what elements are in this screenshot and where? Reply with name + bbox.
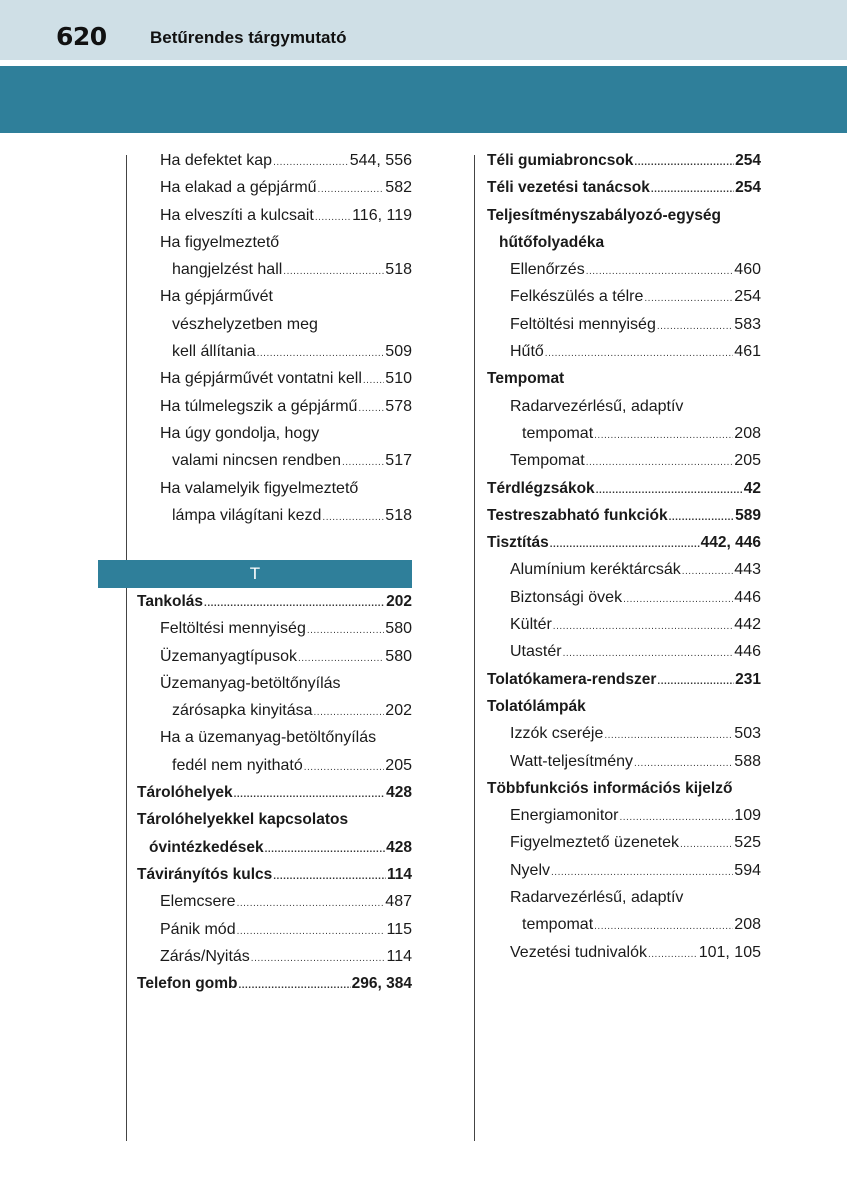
- index-entry-term: Tisztítás: [487, 534, 549, 552]
- index-entry: [137, 970, 412, 997]
- column-rule-left: [126, 155, 127, 1141]
- index-entry: [137, 670, 412, 697]
- index-entry-term: Elemcsere: [160, 893, 236, 911]
- index-entry-term: óvintézkedések: [149, 838, 264, 856]
- index-entry-term: valami nincsen rendben: [172, 452, 341, 470]
- index-entry-term: Alumínium keréktárcsák: [510, 561, 681, 579]
- index-entry-page: 525: [734, 834, 761, 852]
- dot-leader: [594, 422, 733, 449]
- index-entry-term: Energiamonitor: [510, 807, 619, 825]
- index-entry-term: Tolatólámpák: [487, 697, 586, 715]
- index-entry-term: Biztonsági övek: [510, 588, 623, 606]
- index-entry: [137, 943, 412, 970]
- index-entry: [487, 147, 761, 174]
- dot-leader: [273, 863, 386, 890]
- dot-leader: [651, 176, 734, 203]
- index-entry-page: 589: [735, 506, 761, 524]
- index-entry-page: 231: [735, 670, 761, 688]
- index-entry: [487, 884, 761, 911]
- index-entry-page: 205: [385, 756, 412, 774]
- index-entry-term: Hűtő: [510, 343, 544, 361]
- index-entry-page: 503: [734, 725, 761, 743]
- dot-leader: [315, 204, 351, 231]
- index-entry: [137, 752, 412, 779]
- index-entry-page: 254: [735, 152, 761, 169]
- index-entry: [137, 502, 412, 529]
- dot-leader: [545, 340, 734, 367]
- index-entry: [137, 643, 412, 670]
- index-entry-term: Tolatókamera-rendszer: [487, 670, 657, 688]
- index-entry: [137, 447, 412, 474]
- index-entry: [487, 693, 761, 720]
- dot-leader: [594, 913, 733, 940]
- index-entry-page: 116, 119: [352, 206, 412, 224]
- index-entry-term: fedél nem nyitható: [172, 756, 303, 774]
- index-entry: [487, 911, 761, 938]
- index-entry: [137, 338, 412, 365]
- dot-leader: [304, 754, 385, 781]
- dot-leader: [563, 640, 734, 667]
- index-entry-term: Tárolóhelyekkel kapcsolatos: [137, 811, 349, 829]
- index-entry-page: 114: [386, 865, 412, 883]
- dot-leader: [648, 941, 698, 968]
- index-entry: [137, 393, 412, 420]
- index-entry-page: 442: [734, 616, 761, 634]
- index-entry: [487, 311, 761, 338]
- index-entry: [137, 779, 412, 806]
- index-entry-term: Tempomat: [487, 370, 565, 388]
- index-entry: [137, 834, 412, 861]
- dot-leader: [586, 449, 734, 476]
- index-entry-term: Tempomat: [510, 452, 585, 470]
- index-entry-page: 582: [385, 179, 412, 197]
- dot-leader: [237, 890, 385, 917]
- index-entry-term: Többfunkciós információs kijelző: [487, 779, 733, 797]
- dot-leader: [553, 613, 734, 640]
- dot-leader: [657, 668, 734, 695]
- index-entry-term: Ha figyelmeztető: [160, 233, 280, 251]
- index-entry: [487, 584, 761, 611]
- index-entry: [487, 365, 761, 392]
- index-entry-term: Ha defektet kap: [160, 152, 273, 169]
- index-entry: [137, 916, 412, 943]
- index-entry-page: 510: [385, 370, 412, 388]
- index-entry: [487, 502, 761, 529]
- index-entry: [137, 147, 412, 174]
- index-entry-page: 202: [386, 593, 412, 610]
- dot-leader: [550, 531, 700, 558]
- index-entry-page: 114: [386, 947, 412, 965]
- index-entry: [487, 720, 761, 747]
- index-entry-term: Ha valamelyik figyelmeztető: [160, 479, 359, 497]
- index-entry: [137, 256, 412, 283]
- index-entry-page: 254: [734, 288, 761, 306]
- index-entry-page: 428: [386, 838, 412, 856]
- section-letter-bar: T: [98, 560, 412, 588]
- index-entry: [487, 857, 761, 884]
- index-entry-term: Távirányítós kulcs: [137, 865, 273, 883]
- index-entry-page: 202: [385, 702, 412, 720]
- index-entry-page: 580: [385, 620, 412, 638]
- index-entry-term: Térdlégzsákok: [487, 479, 595, 497]
- running-title: Betűrendes tárgymutató: [150, 28, 347, 47]
- index-entry-term: Teljesítményszabályozó-egység: [487, 206, 722, 224]
- index-entry-term: lámpa világítani kezd: [172, 506, 322, 524]
- dot-leader: [238, 972, 350, 999]
- index-entry: [137, 174, 412, 201]
- index-entry-term: Üzemanyagtípusok: [160, 647, 297, 665]
- dot-leader: [204, 590, 385, 617]
- index-entry-page: 544, 556: [349, 152, 412, 169]
- dot-leader: [620, 804, 734, 831]
- dot-leader: [634, 149, 734, 176]
- dot-leader: [265, 836, 386, 863]
- index-entry-page: 578: [385, 397, 412, 415]
- index-entry: [487, 393, 761, 420]
- index-entry: [487, 666, 761, 693]
- index-entry: [487, 283, 761, 310]
- index-entry: [487, 556, 761, 583]
- dot-leader: [623, 586, 733, 613]
- index-entry-term: Kültér: [510, 616, 552, 634]
- index-entry: [137, 724, 412, 751]
- index-entry-page: 42: [743, 479, 761, 497]
- index-entry: [137, 202, 412, 229]
- dot-leader: [551, 859, 733, 886]
- index-entry-term: Ha elakad a gépjármű: [160, 179, 317, 197]
- index-entry-term: Felkészülés a télre: [510, 288, 644, 306]
- index-entry: [487, 802, 761, 829]
- index-entry-page: 580: [385, 647, 412, 665]
- index-entry-term: vészhelyzetben meg: [172, 315, 318, 333]
- dot-leader: [644, 285, 733, 312]
- dot-leader: [604, 722, 733, 749]
- dot-leader: [363, 367, 384, 394]
- index-entry: [137, 365, 412, 392]
- index-entry-page: 101, 105: [698, 943, 761, 961]
- index-entry-term: tempomat: [522, 424, 594, 442]
- index-entry: [487, 420, 761, 447]
- index-entry-page: 109: [734, 807, 761, 825]
- index-entry-page: 208: [734, 916, 761, 934]
- index-entry-term: Ha gépjárművét: [160, 288, 273, 306]
- index-entry: [487, 174, 761, 201]
- column-rule-middle: [474, 155, 475, 1141]
- index-entry-term: Vezetési tudnivalók: [510, 943, 647, 961]
- index-entry: [137, 588, 412, 615]
- index-entry: [487, 256, 761, 283]
- index-entry-page: 115: [386, 920, 412, 938]
- index-entry-term: Ha túlmelegszik a gépjármű: [160, 397, 358, 415]
- index-entry-term: Téli gumiabroncsok: [487, 152, 634, 169]
- dot-leader: [298, 645, 384, 672]
- index-entry: [137, 283, 412, 310]
- index-entry-page: 583: [734, 315, 761, 333]
- dot-leader: [680, 831, 733, 858]
- index-entry-term: Testreszabható funkciók: [487, 506, 668, 524]
- index-entry: [137, 861, 412, 888]
- index-entry-term: Tankolás: [137, 593, 204, 610]
- index-entry-page: 443: [734, 561, 761, 579]
- index-entry-term: Üzemanyag-betöltőnyílás: [160, 674, 341, 692]
- dot-leader: [358, 395, 384, 422]
- index-entry-page: 594: [734, 861, 761, 879]
- index-entry-term: Utastér: [510, 643, 562, 661]
- index-entry-term: Figyelmeztető üzenetek: [510, 834, 679, 852]
- dot-leader: [283, 258, 384, 285]
- index-entry: [137, 806, 412, 833]
- index-entry-page: 446: [734, 643, 761, 661]
- index-entry-term: Watt-teljesítmény: [510, 752, 633, 770]
- index-entry-page: 296, 384: [351, 975, 412, 993]
- index-column-right: [487, 147, 761, 966]
- index-entry-page: 588: [734, 752, 761, 770]
- index-entry: [137, 229, 412, 256]
- header-strip: [0, 0, 847, 60]
- dot-leader: [634, 750, 733, 777]
- index-entry-page: 446: [734, 588, 761, 606]
- index-entry-term: hangjelzést hall: [172, 261, 283, 279]
- index-entry: [137, 888, 412, 915]
- index-column-left-top: [137, 147, 412, 529]
- index-entry: [487, 775, 761, 802]
- index-entry-page: 509: [385, 343, 412, 361]
- index-entry-page: 208: [734, 424, 761, 442]
- index-entry-term: Ha gépjárművét vontatni kell: [160, 370, 362, 388]
- index-entry-term: Telefon gomb: [137, 975, 238, 993]
- index-entry: [487, 829, 761, 856]
- index-entry-term: Radarvezérlésű, adaptív: [510, 397, 684, 415]
- header-band: [0, 66, 847, 133]
- dot-leader: [342, 449, 384, 476]
- index-entry-term: Radarvezérlésű, adaptív: [510, 889, 684, 907]
- index-entry: [137, 420, 412, 447]
- index-column-left-bottom: [137, 588, 412, 997]
- index-entry: [137, 697, 412, 724]
- index-entry-term: Ha elveszíti a kulcsait: [160, 206, 314, 224]
- index-entry-term: zárósapka kinyitása: [172, 702, 313, 720]
- dot-leader: [318, 176, 385, 203]
- index-entry-page: 442, 446: [700, 534, 761, 552]
- dot-leader: [682, 558, 734, 585]
- index-entry-term: Nyelv: [510, 861, 551, 879]
- index-entry-term: kell állítania: [172, 343, 256, 361]
- index-entry-page: 518: [385, 506, 412, 524]
- index-entry: [487, 447, 761, 474]
- index-entry: [137, 615, 412, 642]
- index-entry-term: hűtőfolyadéka: [499, 233, 605, 251]
- index-entry: [487, 475, 761, 502]
- index-entry: [137, 311, 412, 338]
- index-entry: [487, 529, 761, 556]
- index-entry-page: 517: [385, 452, 412, 470]
- index-entry-term: Téli vezetési tanácsok: [487, 179, 650, 197]
- index-entry-term: Ellenőrzés: [510, 261, 585, 279]
- dot-leader: [237, 918, 386, 945]
- dot-leader: [322, 504, 384, 531]
- index-entry: [487, 611, 761, 638]
- dot-leader: [657, 313, 733, 340]
- dot-leader: [314, 699, 385, 726]
- dot-leader: [596, 477, 743, 504]
- index-entry: [137, 475, 412, 502]
- index-entry: [487, 748, 761, 775]
- index-entry-term: Ha úgy gondolja, hogy: [160, 424, 320, 442]
- dot-leader: [307, 617, 384, 644]
- dot-leader: [257, 340, 385, 367]
- dot-leader: [669, 504, 735, 531]
- page-number: 620: [56, 22, 107, 51]
- index-entry-term: Feltöltési mennyiség: [510, 315, 656, 333]
- index-entry: [487, 229, 761, 256]
- dot-leader: [586, 258, 734, 285]
- index-entry-page: 461: [734, 343, 761, 361]
- dot-leader: [273, 149, 349, 176]
- dot-leader: [234, 781, 386, 808]
- index-entry-page: 205: [734, 452, 761, 470]
- index-entry-term: Tárolóhelyek: [137, 784, 233, 802]
- index-entry-page: 518: [385, 261, 412, 279]
- index-entry: [487, 202, 761, 229]
- index-entry: [487, 939, 761, 966]
- index-entry-term: Ha a üzemanyag-betöltőnyílás: [160, 729, 377, 747]
- index-entry-page: 460: [734, 261, 761, 279]
- dot-leader: [251, 945, 386, 972]
- index-entry-page: 487: [385, 893, 412, 911]
- index-entry-term: Zárás/Nyitás: [160, 947, 250, 965]
- index-entry: [487, 338, 761, 365]
- index-entry-page: 254: [735, 179, 761, 197]
- index-entry-term: Pánik mód: [160, 920, 236, 938]
- index-entry-page: 428: [386, 784, 412, 802]
- index-entry-term: Izzók cseréje: [510, 725, 604, 743]
- index-entry: [487, 638, 761, 665]
- index-entry-term: tempomat: [522, 916, 594, 934]
- index-entry-term: Feltöltési mennyiség: [160, 620, 306, 638]
